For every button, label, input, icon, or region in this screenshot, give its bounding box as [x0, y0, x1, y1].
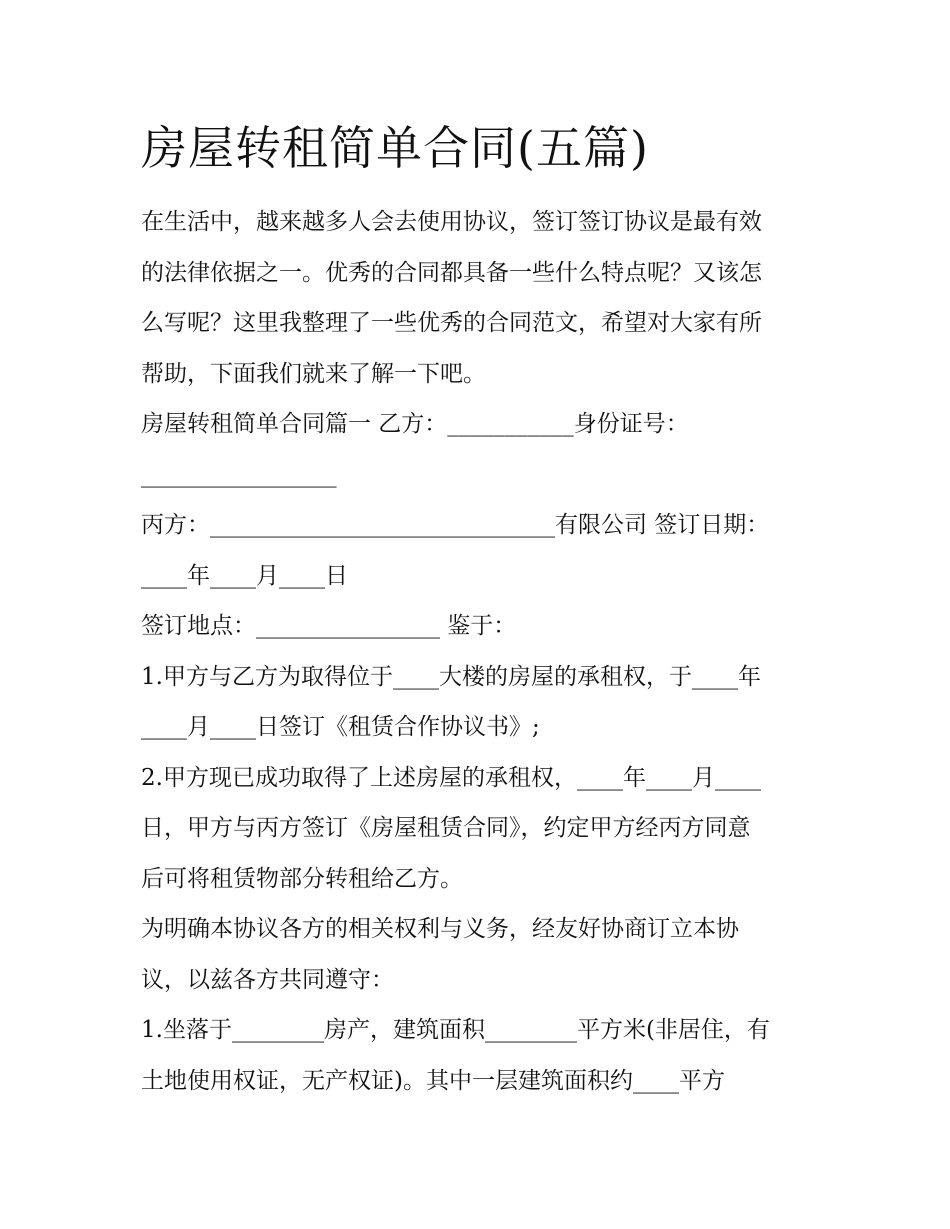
- body-line: 土地使用权证，无产权证)。其中一层建筑面积约____平方: [141, 1067, 725, 1094]
- body-line: 1.坐落于________房产，建筑面积________平方米(非居住，有: [141, 1017, 770, 1043]
- document-title: 房屋转租简单合同(五篇): [141, 121, 649, 175]
- body-line: 的法律依据之一。优秀的合同都具备一些什么特点呢？又该怎: [141, 259, 762, 286]
- body-line: _________________: [141, 461, 337, 488]
- body-line: 1.甲方与乙方为取得位于____大楼的房屋的承租权，于____年: [141, 663, 761, 690]
- body-line: 房屋转租简单合同篇一 乙方：___________身份证号：: [141, 411, 689, 437]
- body-line: 在生活中，越来越多人会去使用协议，签订签订协议是最有效: [141, 209, 762, 235]
- body-line: 丙方：______________________________有限公司 签订日期：: [141, 512, 770, 538]
- body-line: ____月____日签订《租赁合作协议书》;: [141, 714, 540, 740]
- body-line: 日，甲方与丙方签订《房屋租赁合同》，约定甲方经丙方同意: [141, 815, 751, 841]
- body-line: 议，以兹各方共同遵守：: [141, 966, 394, 993]
- body-line: 为明确本协议各方的相关权利与义务，经友好协商订立本协: [141, 916, 739, 942]
- body-line: 后可将租赁物部分转租给乙方。: [141, 865, 463, 892]
- body-line: 帮助，下面我们就来了解一下吧。: [141, 360, 486, 387]
- body-line: ____年____月____日: [141, 562, 348, 589]
- body-line: 签订地点：________________ 鉴于：: [141, 613, 517, 639]
- body-line: 么写呢？这里我整理了一些优秀的合同范文，希望对大家有所: [141, 310, 762, 336]
- body-line: 2.甲方现已成功取得了上述房屋的承租权，____年____月____: [141, 764, 761, 791]
- document-body: [141, 197, 821, 1106]
